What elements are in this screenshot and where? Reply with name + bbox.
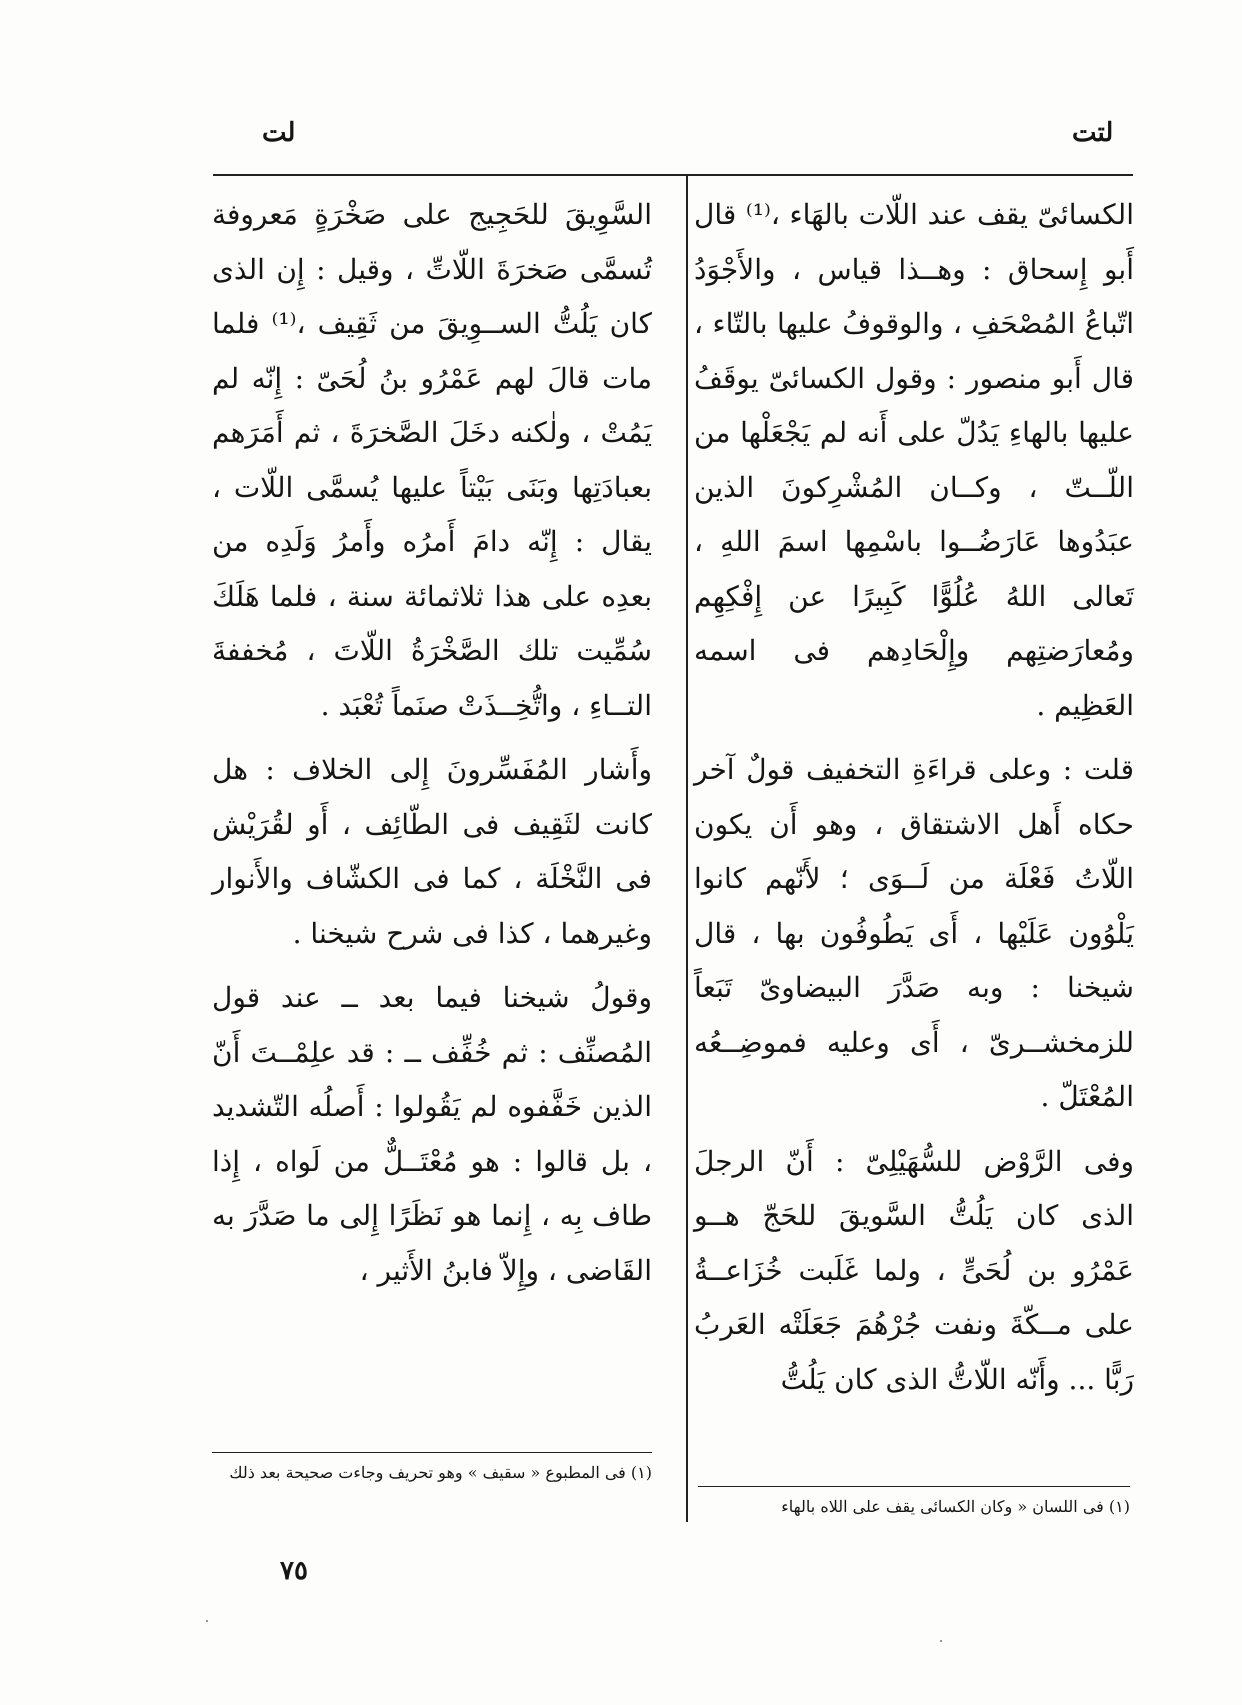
column-divider xyxy=(686,176,688,1522)
left-paragraph-1: السَّوِيقَ للحَجِيج على صَخْرَةٍ مَعروفة تُسمَّى صَخرَةَ اللّاتِّ ، وقيل : إِن الذى كان يَلُتُّ الســوِيقَ من ثَقِيف ،⁽¹⁾ فلما مات قالَ لهم عَمْرُو بنُ لُحَىّ : إِنّه لم يَمُتْ ، ولٰكنه دخَلَ الصَّخرَةَ ، ثم أَمَرَهم بعبادَتِها وبَنَى بَيْتاً عليها يُسمَّى اللّات ، يقال : إِنّه دامَ أَمرُه وأَمرُ وَلَدِه من بعدِه على هذا ثلاثمائة سنة ، فلما هَلَكَ سُمِّيت تلك الصَّخْرَةُ اللّاتَ ، مُخففةَ التــاءِ ، واتُّخِــذَتْ صنَماً تُعْبَد . xyxy=(212,198,653,722)
running-header-right: لتت xyxy=(1072,118,1114,148)
right-paragraph-3: وفى الرَّوْض للسُّهَيْلِىّ : أَنّ الرجلَ الذى كان يَلُتُّ السَّويقَ للحَجّ هــو عَمْرُو بن لُحَىٍّ ، ولما غَلَبت خُزَاعــةُ على مــكّةَ ونفت جُرْهُمَ جَعَلَتْه العَربُ رَبًّا ... وأَنّه اللّاتُّ الذى كان يَلُتُّ xyxy=(694,1144,1134,1396)
left-column xyxy=(212,188,652,1298)
scan-speck xyxy=(206,1620,208,1622)
footnote-rule-left xyxy=(212,1452,652,1453)
right-paragraph-2: قلت : وعلى قراءَةِ التخفيف قولٌ آخر حكاه أَهل الاشتقاق ، وهو أَن يكون اللّاتُ فَعْلَة من لَــوَى ؛ لأَنّهم كانوا يَلْوُون عَلَيْها ، أَى يَطُوفُون بها ، قال شيخنا : وبه صَدَّرَ البيضاوىّ تَبَعاً للزمخشــرىّ ، أَى وعليه فموضِــعُه المُعْتَلّ . xyxy=(694,753,1134,1113)
footnote-left: (١) فى المطبوع « سقيف » وهو تحريف وجاءت صحيحة بعد ذلك xyxy=(229,1463,652,1482)
running-header-left: لت xyxy=(262,118,296,148)
footnote-right: (١) فى اللسان « وكان الكسائى يقف على اللاه بالهاء xyxy=(781,1497,1130,1516)
right-paragraph-1: الكسائىّ يقف عند اللّات بالهَاء ،⁽¹⁾ قال أَبو إِسحاق : وهــذا قياس ، والأَجْوَدُ اتّباعُ المُصْحَفِ ، والوقوفُ عليها بالتّاء ، قال أَبو منصور : وقول الكسائىّ يوقَفُ عليها بالهاءِ يَدُلّ على أَنه لم يَجْعَلْها من اللّــتّ ، وكــان المُشْرِكونَ الذين عبَدُوها عَارَضُــوا باسْمِها اسمَ اللهِ ، تَعالى اللهُ عُلُوًّا كَبِيرًا عن إِفْكِهِم ومُعارَضتِهم وإِلْحَادِهم فى اسمه العَظِيم . xyxy=(694,198,1134,722)
footnote-rule-right xyxy=(698,1486,1130,1487)
header-rule xyxy=(213,174,1133,176)
right-column xyxy=(694,188,1134,1407)
left-paragraph-2: وأَشار المُفَسِّرونَ إِلى الخلاف : هل كانت لثَقِيف فى الطّائِف ، أَو لقُرَيْش فى النَّخْلَة ، كما فى الكشّاف والأَنوار وغيرهما ، كذا فى شرح شيخنا . xyxy=(212,753,652,950)
left-paragraph-3: وقولُ شيخنا فيما بعد ــ عند قول المُصنِّف : ثم خُفِّف ــ : قد علِمْــتَ أَنّ الذين خَفَّفوه لم يَقُولوا : أَصلُه التّشديد ، بل قالوا : هو مُعْتَــلٌّ من لَواه ، إِذا طاف بِه ، إِنما هو نَظَرًا إِلى ما صَدَّرَ به القَاضى ، وإِلاّ فابنُ الأَثير ، xyxy=(212,981,652,1287)
scan-speck xyxy=(940,1640,942,1642)
page-number: ٧٥ xyxy=(280,1556,308,1586)
